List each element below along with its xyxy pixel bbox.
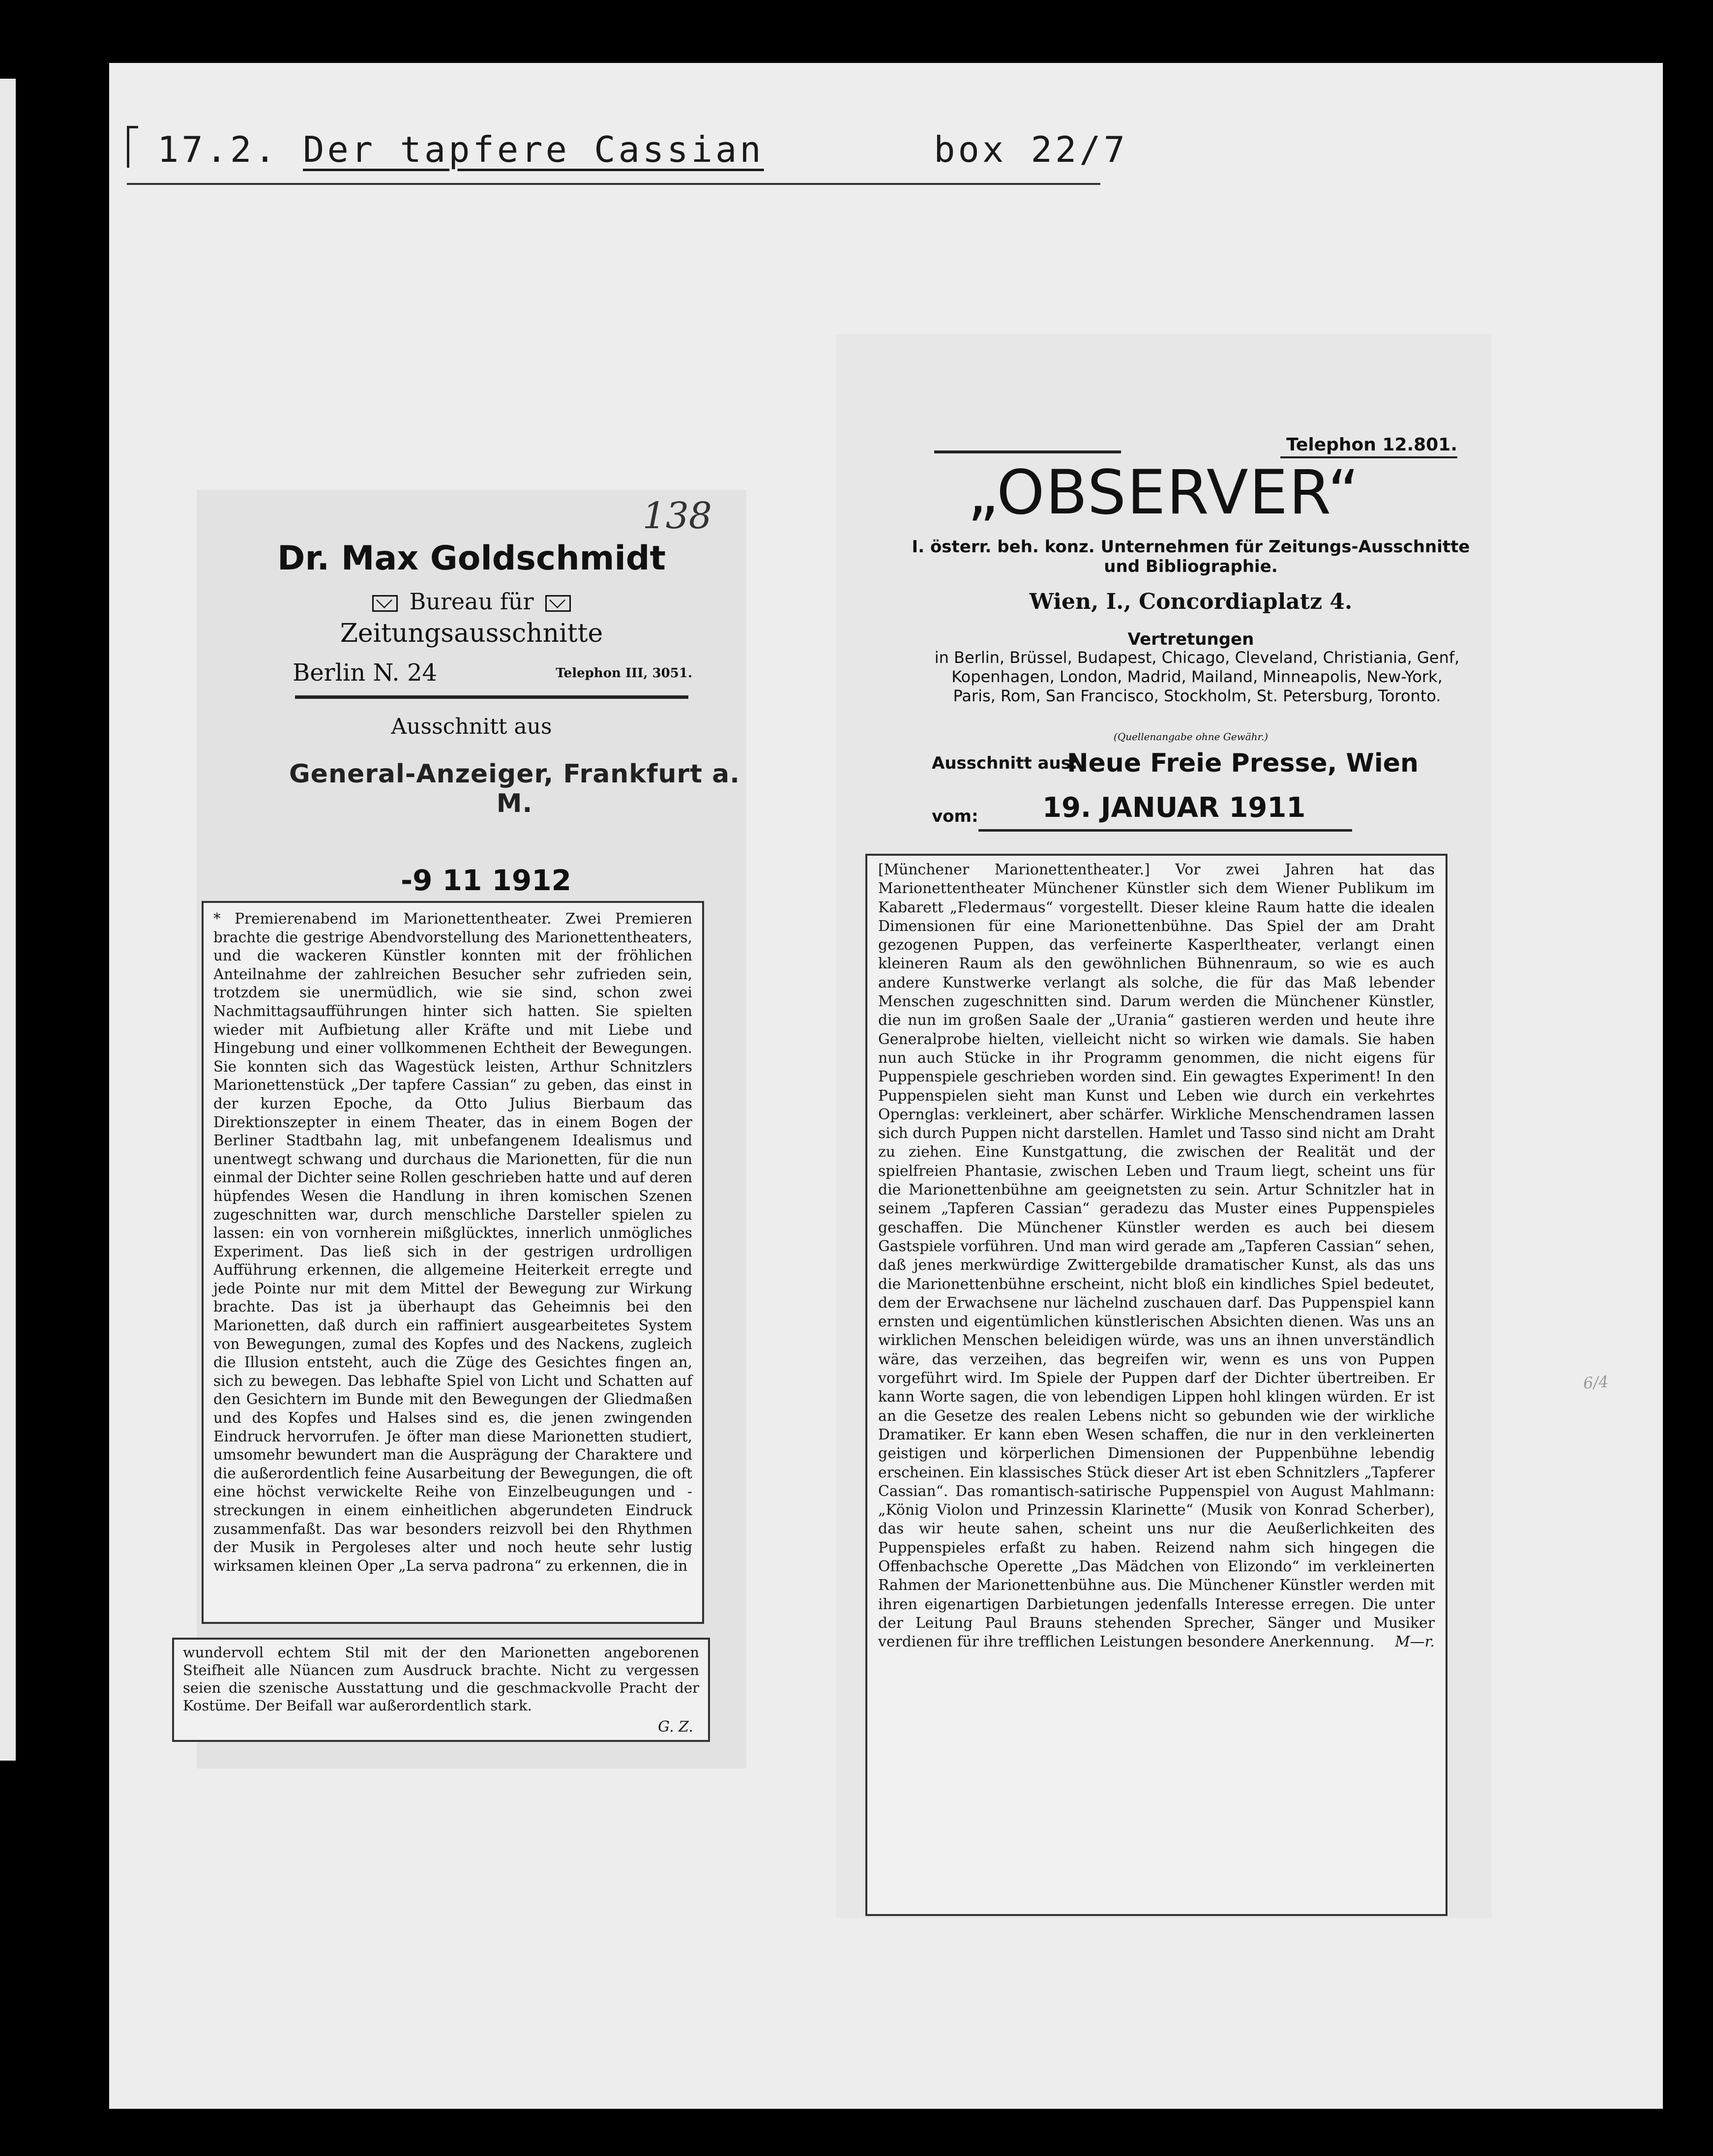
agency-phone: Telephon 12.801. xyxy=(1286,435,1457,455)
archive-header xyxy=(157,129,1128,170)
observer-agency-stamp xyxy=(836,334,1492,831)
newspaper-source: General-Anzeiger, Frankfurt a. M. xyxy=(289,759,740,818)
envelope-icon xyxy=(372,595,398,612)
stamp-rule xyxy=(934,450,1121,453)
ausschnitt-label: Ausschnitt aus: xyxy=(932,753,1078,773)
article-muenchener-marionettentheater xyxy=(865,854,1447,1916)
source-disclaimer: (Quellenangabe ohne Gewähr.) xyxy=(1113,731,1269,743)
ausschnitt-label: Ausschnitt aus xyxy=(391,714,552,739)
agency-address: Wien, I., Concordiaplatz 4. xyxy=(1029,589,1353,614)
representations-list: in Berlin, Brüssel, Budapest, Chicago, Cleveland, Christiania, Genf, Kopenhagen, London, Madrid, Mailand, Minneapolis, New-York, Paris, Rom, San Francisco, Stockholm, St. Petersburg, Toronto. xyxy=(934,648,1460,705)
agency-type: Zeitungsausschnitte xyxy=(340,619,603,648)
goldschmidt-agency-stamp xyxy=(197,490,746,897)
header-box: box 22/7 xyxy=(934,129,1128,170)
agency-phone: Telephon III, 3051. xyxy=(556,666,692,681)
agency-city: Berlin N. 24 xyxy=(293,659,438,687)
agency-name: „OBSERVER“ xyxy=(967,457,1360,528)
article-continuation-text: wundervoll echtem Stil mit der den Marionetten angeborenen Steifheit alle Nüancen zum Ausdruck brachte. Nicht zu vergessen seien die szenische Ausstattung und die geschmackvolle Pracht der Kostüme. Der Beifall war außerordentlich stark. xyxy=(183,1644,699,1714)
header-rule xyxy=(127,183,1100,185)
article-premierenabend-continuation xyxy=(172,1638,710,1742)
article-text: * Premierenabend im Marionettentheater. Zwei Premieren brachte die gestrige Abendvorstellung des Marionettentheaters, und die wackeren Künstler konnten mit der fröhlichen Anteilnahme der zahlreichen Besucher sehr zufrieden sein, trotzdem sie unermüdlich, wie sie sind, schon zwei Nachmittagsaufführungen hinter sich hatten. Sie spielten wieder mit Aufbietung aller Kräfte und mit Liebe und Hingebung und einer vollkommenen Echtheit der Bewegungen. Sie konnten sich das Wagestück leisten, Arthur Schnitzlers Marionettenstück „Der tapfere Cassian“ zu geben, das einst in der kurzen Epoche, da Otto Julius Bierbaum das Direktionszepter in einem Theater, das in einem Bogen der Berliner Stadtbahn lag, mit unbefangenem Idealismus und unentwegt schwang und durchaus die Marionetten, für die nun einmal der Dichter seine Rollen geschrieben hatte und auf deren hüpfendes Wesen die Handlung in ihren komischen Szenen zugeschnitten war, durch menschliche Darsteller spielen zu lassen: ein von vornherein mißglücktes, innerlich unmögliches Experiment. Das ließ sich in der gestrigen urdrolligen Aufführung erkennen, die allgemeine Heiterkeit erregte und jede Pointe nur mit dem Mittel der Bewegung zur Wirkung brachte. Das ist ja überhaupt das Geheimnis bei den Marionetten, daß durch ein raffiniert ausgearbeitetes System von Bewegungen, zumal des Kopfes und des Nackens, zugleich die Illusion entsteht, auch die Züge des Gesichtes fingen an, sich zu bewegen. Das lebhafte Spiel von Licht und Schatten auf den Gesichtern im Bunde mit den Bewegungen der Gliedmaßen und des Kopfes und Halses sind es, die jenen zwingenden Eindruck hervorrufen. Je öfter man diese Marionetten studiert, umsomehr bewundert man die Ausprägung der Charaktere und die außerordentlich feine Ausarbeitung der Bewegungen, die oft eine höchst verwickelte Reihe von Einzelbeugungen und -streckungen in einem einheitlichen abgerundeten Eindruck zusammenfaßt. Das war besonders reizvoll bei den Rhythmen der Musik in Pergoleses alter und noch heute sehr lustig wirksamen kleinen Oper „La serva padrona“ zu erkennen, die in xyxy=(213,910,692,1574)
agency-description: I. österr. beh. konz. Unternehmen für Zeitungs-Ausschnitte und Bibliographie. xyxy=(912,537,1470,576)
article-premierenabend xyxy=(202,901,704,1624)
article-text xyxy=(878,861,1435,1651)
envelope-icon xyxy=(545,595,571,612)
stamp-rule xyxy=(978,829,1352,832)
agency-name: Dr. Max Goldschmidt xyxy=(277,539,666,578)
clipping-date: 19. JANUAR 1911 xyxy=(1042,792,1306,824)
article-body: [Münchener Marionettentheater.] Vor zwei Jahren hat das Marionettentheater Münchener Künstler sich dem Wiener Publikum im Kabarett „Fledermaus“ vorgestellt. Dieser kleine Raum hatte die idealen Dimensionen für eine Marionettenbühne. Das Spiel der am Draht gezogenen Puppen, das verfeinerte Kasperltheater, verlangt einen kleineren Raum als den gewöhnlichen Bühnenraum, so wie es auch andere Kunstwerke verlangt als solche, die für das Maß lebender Menschen zugeschnitten sind. Darum werden die Münchener Künstler, die nun im großen Saale der „Urania“ gastieren werden und heute ihre Generalprobe hielten, vielleicht nicht so wirken wie damals. Sie haben nun auch Stücke in ihr Programm genommen, die nicht eigens für Puppenspiele geschrieben worden sind. Ein gewagtes Experiment! In den Puppenspielen sieht man Kunst und Leben wie durch ein verkehrtes Opernglas: verkleinert, aber schärfer. Wirkliche Menschendramen lassen sich durch Puppen nicht darstellen. Hamlet und Tasso sind nicht am Draht zu ziehen. Eine Kunstgattung, die zwischen der Realität und der spielfreien Phantasie, zwischen Leben und Traum liegt, scheint uns für die Marionettenbühne am geeignetsten zu sein. Artur Schnitzler hat in seinem „Tapferen Cassian“ geradezu das Muster eines Puppenspieles geschaffen. Die Münchener Künstler werden es auch bei diesem Gastspiele vorführen. Und man wird gerade am „Tapferen Cassian“ sehen, daß jenes merkwürdige Zwittergebilde dramatischer Kunst, als das uns die Marionettenbühne erscheint, nicht bloß ein kindliches Spiel bedeutet, dem der Erwachsene nur lächelnd zuschauen darf. Das Puppenspiel kann ernsten und eigentümlichen künstlerischen Absichten dienen. Was uns an wirklichen Menschen beleidigen würde, was uns an ihnen unverständlich wäre, das verzeihen, das begreifen wir, wenn es uns von Puppen vorgeführt wird. Im Spiele der Puppen darf der Dichter übertreiben. Er kann Worte sagen, die von lebendigen Lippen hohl klingen würden. Er ist an die Gesetze des realen Lebens nicht so gebunden wie der wirkliche Dramatiker. Er kann eben Wesen schaffen, die nur in den verkleinerten geistigen und körperlichen Dimensionen der Puppenbühne lebendig erscheinen. Ein klassisches Stück dieser Art ist eben Schnitzlers „Tapferer Cassian“. Das romantisch-satirische Puppenspiel von August Mahlmann: „König Violon und Prinzessin Klarinette“ (Musik von Konrad Scherber), das wir heute sahen, scheint uns nur die Aeußerlichkeiten des Puppenspieles erfaßt zu haben. Reizend nahm sich hingegen die Offenbachsche Operette „Das Mädchen von Elizondo“ im verkleinerten Rahmen der Marionettenbühne aus. Die Münchener Künstler werden mit ihren eigenartigen Darbietungen jedenfalls Interesse erregen. Die unter der Leitung Paul Brauns stehenden Sprecher, Sänger und Musiker verdienen für ihre trefflichen Leistungen besondere Anerkennung. xyxy=(878,861,1435,1651)
handwritten-folio-number: 138 xyxy=(642,495,712,537)
margin-pencil-note: 6/4 xyxy=(1582,1372,1609,1393)
agency-bureau-label: Bureau für xyxy=(409,588,534,615)
clipping-date: -9 11 1912 xyxy=(401,864,571,897)
article-signature: G. Z. xyxy=(658,1718,693,1736)
header-title: Der tapfere Cassian xyxy=(303,129,764,170)
vom-label: vom: xyxy=(932,807,978,826)
representations-title: Vertretungen xyxy=(1127,629,1254,649)
newspaper-source: Neue Freie Presse, Wien xyxy=(1067,749,1418,778)
header-number: 17.2. xyxy=(157,129,279,170)
left-clipping xyxy=(183,490,746,1768)
stamp-rule xyxy=(295,695,688,699)
header-bracket xyxy=(127,126,138,168)
adjacent-page-edge xyxy=(0,79,16,1761)
right-clipping xyxy=(836,334,1492,1918)
agency-bureau-line xyxy=(197,588,746,615)
article-signature: M—r. xyxy=(1395,1633,1435,1651)
